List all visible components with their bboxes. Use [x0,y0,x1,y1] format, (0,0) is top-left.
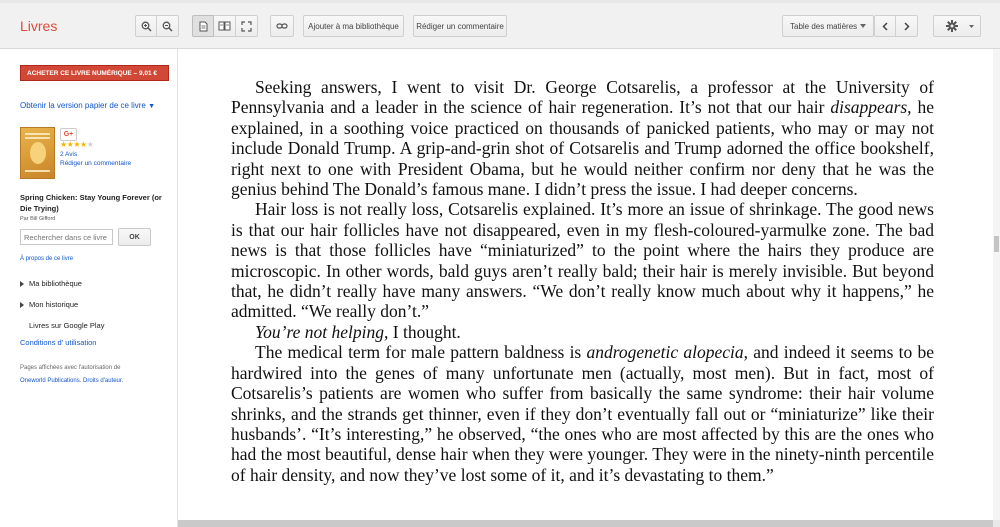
star-rating [60,140,93,149]
scrollbar-corner [993,520,1000,527]
buy-ebook-button[interactable]: ACHETER CE LIVRE NUMÉRIQUE – 9,01 € [20,65,169,81]
book-paragraph [231,322,934,342]
terms-of-use-link[interactable]: Conditions d' utilisation [20,338,97,347]
chevron-right-icon [904,22,910,31]
google-plus-button[interactable]: G+ [60,128,77,141]
single-page-view-button[interactable] [192,15,214,37]
permission-notice: Pages affichées avec l'autorisation de Oneworld Publications. Droits d'auteur. [20,365,124,384]
star-icon: ★ [80,140,87,149]
book-reader-viewport[interactable] [178,49,993,520]
star-icon: ★ [73,140,81,149]
single-page-icon [199,21,208,32]
vertical-scrollbar[interactable] [993,49,1000,520]
add-to-library-button[interactable]: Ajouter à ma bibliothèque [303,15,404,37]
sidebar-item-my-history[interactable] [20,300,78,309]
settings-menu-button[interactable] [933,15,981,37]
search-ok-button[interactable]: OK [118,228,151,246]
zoom-out-icon [162,21,173,32]
book-title: Spring Chicken: Stay Young Forever (or Die Trying) [20,193,162,213]
two-page-view-button[interactable] [214,15,236,37]
text-run: Seeking answers, I went to visit Dr. George Cotsarelis, a professor at the University of Pennsylvania and a leader in the science of hair regeneration. It’s not that our hair [231,77,934,118]
fullscreen-icon [241,21,252,32]
view-mode-group [192,15,258,37]
horizontal-scrollbar[interactable] [178,520,1000,527]
sidebar-item-label: Ma bibliothèque [29,279,82,288]
print-version-label: Obtenir la version papier de ce livre [20,101,146,110]
cover-title-line [25,133,50,135]
publisher-link[interactable]: Oneworld Publications [20,378,80,384]
toolbar [0,3,1000,49]
caret-down-icon [969,25,974,28]
page-nav-group [874,15,918,37]
italic-text-run: androgenetic alopecia [586,342,744,363]
zoom-in-icon [141,21,152,32]
about-book-link[interactable]: À propos de ce livre [20,256,74,262]
book-paragraph [231,77,934,199]
cover-author-line [25,170,50,172]
sidebar-item-my-library[interactable] [20,279,82,288]
italic-text-run: You’re not helping, [255,321,389,342]
text-run: , and indeed it seems to be hardwired into the genes of many unfortunate men (actually, most men). But in fact, most of Cotsarelis’s patients are women who suffer from basically the same syndrome: their hair volume shrinks, and the strands get thinner, even if they don’t eventually fall out or “miniaturize” like their husbands’. “It’s interesting,” he observed, “the ones who are most affected by this are the ones who had the most beautiful, dense hair when they were younger. They were in the ninety-ninth percentile of hair density, and now they’ve lost some of it, and it’s devastating to them.” [231,342,934,485]
book-cover[interactable] [20,127,55,179]
star-icon: ★ [60,140,67,149]
zoom-in-button[interactable] [135,15,157,37]
permission-text: Pages affichées avec l'autorisation de [20,365,121,371]
triangle-down-icon: ▼ [148,103,156,110]
gear-icon [946,20,958,32]
copyright-link[interactable]: Droits d'auteur [83,378,122,384]
search-in-book-input[interactable] [20,229,113,245]
book-paragraph [231,199,934,321]
italic-text-run: disappears, [830,97,912,118]
brand-logo[interactable]: Livres [20,18,58,34]
chevron-left-icon [882,22,888,31]
chevron-down-icon [860,24,866,28]
next-page-button[interactable] [896,15,918,37]
triangle-right-icon [20,281,24,287]
star-icon: ★ [86,140,94,149]
star-icon: ★ [66,140,74,149]
fullscreen-button[interactable] [236,15,258,37]
triangle-right-icon [20,302,24,308]
text-run: I thought. [388,321,461,342]
vertical-scrollbar-thumb[interactable] [994,236,999,252]
book-page-text [231,77,934,485]
cover-egg-image [30,142,46,164]
text-run: The medical term for male pattern baldness is [255,342,587,363]
two-page-icon [218,21,231,31]
text-run: he explained, in a soothing voice practiced on thousands of panicked patients, who may or may not include Donald Trump. A grip-and-grin shot of Cotsarelis and Trump adorned the office bookshelf, right next to one with President Obama, but he would neither confirm nor deny that he was the genius behind The Donald’s famous mane. I didn’t press the issue. I had deeper concerns. [231,97,934,200]
toc-label: Table des matières [790,21,858,31]
toc-dropdown[interactable] [782,15,874,37]
zoom-group [135,15,179,37]
book-paragraph [231,342,934,485]
google-play-books-link[interactable]: Livres sur Google Play [29,321,105,330]
sidebar-item-label: Mon historique [29,300,79,309]
cover-title-line [25,137,50,139]
write-review-button[interactable]: Rédiger un commentaire [413,15,507,37]
zoom-out-button[interactable] [157,15,179,37]
print-version-link[interactable] [20,101,155,110]
link-button[interactable] [270,15,294,37]
sidebar [0,49,178,527]
link-icon [276,22,288,30]
reviews-count-link[interactable]: 2 Avis [60,151,78,158]
prev-page-button[interactable] [874,15,896,37]
text-run: Hair loss is not really loss, Cotsarelis explained. It’s more an issue of shrinkage. The good news is that our hair follicles have not disappeared, even in my flesh-coloured-yarmulke zone. The bad news is that those follicles have “miniaturized” to the point where the hairs they produce are microscopic. In other words, bald guys aren’t really bald; their hair is merely invisible. But beyond that, he didn’t really have many answers. “We don’t really know much about why it happens,” he admitted. “We really don’t.” [231,199,934,322]
book-author: Par Bill Gifford [20,216,56,222]
write-review-link[interactable]: Rédiger un commentaire [60,160,132,167]
